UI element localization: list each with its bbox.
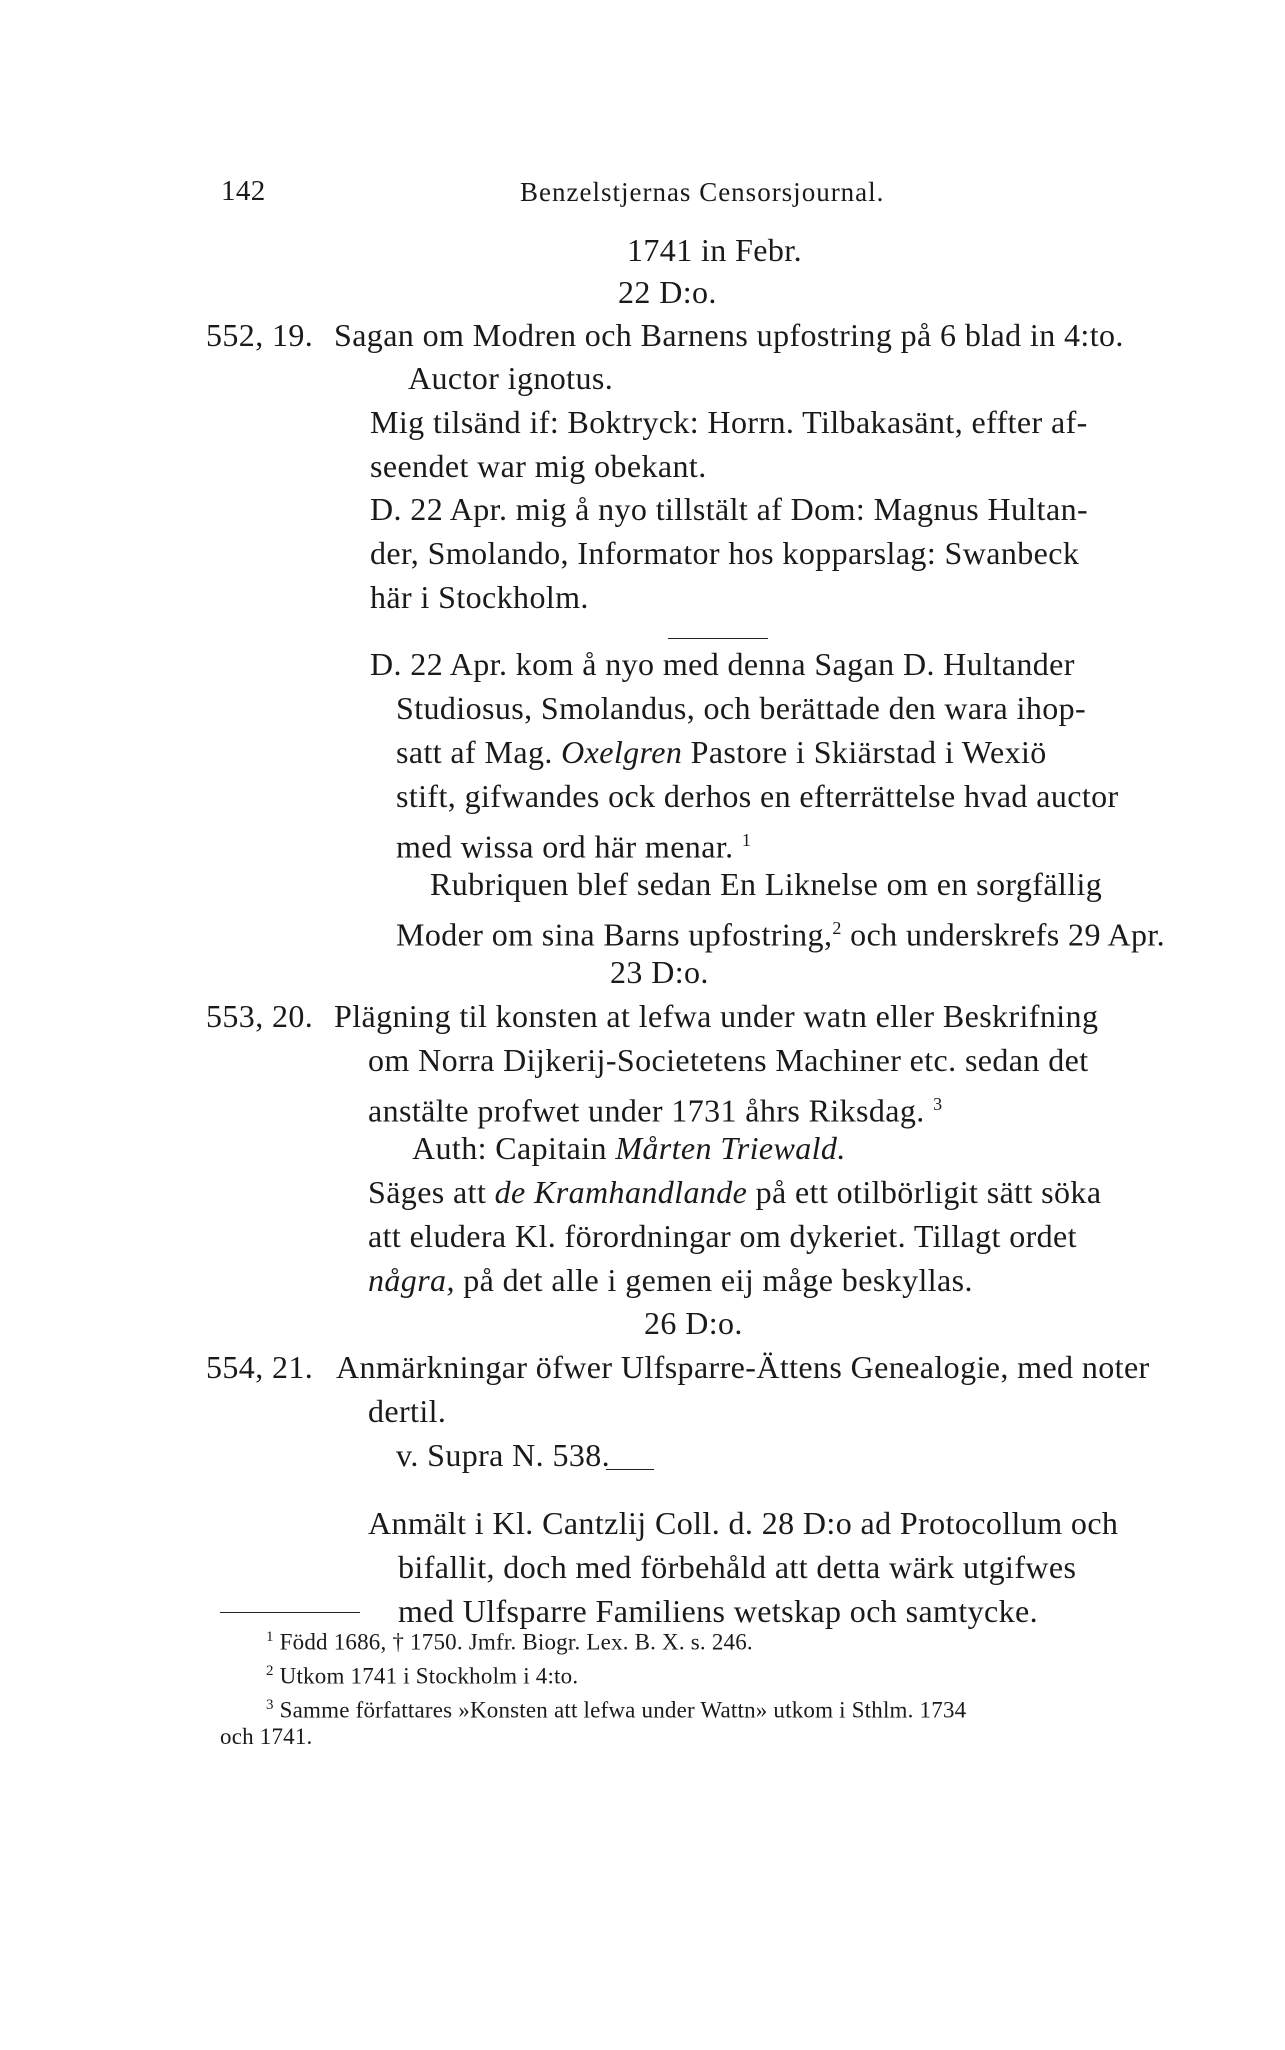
entry-552-line: Sagan om Modren och Barnens upfostring på 6 blad in 4:to. xyxy=(334,317,1124,353)
entry-554-line: dertil. xyxy=(368,1393,447,1429)
entry-552-line: Mig tilsänd if: Boktryck: Horrn. Tilbakasänt, effter af- xyxy=(370,404,1088,440)
footnote-text: Född 1686, † 1750. Jmfr. Biogr. Lex. B. X. s. 246. xyxy=(279,1629,753,1655)
footnote-mark: 1 xyxy=(266,1629,274,1645)
footnote-mark: 2 xyxy=(266,1663,274,1679)
entry-552-line: D. 22 Apr. mig å nyo tillstält af Dom: Magnus Hultan- xyxy=(370,491,1089,527)
entry-number-553: 553, 20. xyxy=(206,998,314,1034)
text-run: med wissa ord här menar. xyxy=(396,828,734,865)
entry-553-line: Plägning til konsten at lefwa under watn eller Beskrifning xyxy=(334,998,1099,1034)
italic-phrase: de Kramhandlande xyxy=(494,1174,748,1210)
footnote-ref: 1 xyxy=(741,830,752,850)
entry-553-line: att eludera Kl. förordningar om dykeriet. Tillagt ordet xyxy=(368,1218,1077,1254)
section-divider xyxy=(668,638,768,639)
section-divider xyxy=(606,1469,654,1470)
footnote xyxy=(266,1656,578,1692)
page-number: 142 xyxy=(221,175,266,207)
entry-554-line: bifallit, doch med förbehåld att detta wärk utgifwes xyxy=(398,1549,1077,1585)
entry-552-line: här i Stockholm. xyxy=(370,579,589,615)
footnote-ref: 2 xyxy=(832,918,842,938)
italic-name: Mårten Triewald. xyxy=(615,1130,846,1166)
footnote-rule xyxy=(220,1612,360,1613)
entry-number: 552, 19. xyxy=(206,317,314,353)
entry-553-line: om Norra Dijkerij-Societetens Machiner etc. sedan det xyxy=(368,1042,1089,1078)
text-run: på det alle i gemen eij måge beskyllas. xyxy=(454,1262,973,1298)
entry-552-line: der, Smolando, Informator hos kopparslag: Swanbeck xyxy=(370,535,1080,571)
date-heading: 22 D:o. xyxy=(618,274,717,310)
entry-553-line xyxy=(368,1172,1101,1212)
footnote-ref: 3 xyxy=(933,1094,943,1114)
entry-553-line xyxy=(368,1084,943,1131)
entry-552-line: Studiosus, Smolandus, och berättade den wara ihop- xyxy=(396,690,1087,726)
entry-553-line xyxy=(412,1128,846,1168)
italic-name: Oxelgren xyxy=(561,734,683,770)
running-title: Benzelstjernas Censorsjournal. xyxy=(520,177,885,207)
italic-word: några, xyxy=(368,1262,455,1298)
footnote-text: Samme författares »Konsten att lefwa under Wattn» utkom i Sthlm. 1734 xyxy=(279,1697,967,1723)
text-run: Moder om sina Barns upfostring, xyxy=(396,916,833,953)
text-run: och underskrefs 29 Apr. xyxy=(841,916,1166,953)
date-heading: 23 D:o. xyxy=(610,954,709,990)
footnote-continuation: och 1741. xyxy=(220,1724,313,1749)
text-run: satt af Mag. xyxy=(396,734,562,770)
footnote xyxy=(266,1690,966,1726)
entry-552-line: Auctor ignotus. xyxy=(408,360,614,396)
entry-number-552 xyxy=(206,315,313,355)
footnote-text: Utkom 1741 i Stockholm i 4:to. xyxy=(279,1663,579,1689)
date-heading: 26 D:o. xyxy=(644,1305,743,1341)
text-run: Pastore i Skiärstad i Wexiö xyxy=(682,734,1047,770)
text-run: på ett otilbörligit sätt söka xyxy=(747,1174,1102,1210)
entry-552-line: seendet war mig obekant. xyxy=(370,448,707,484)
footnote xyxy=(266,1622,753,1658)
text-run: Säges att xyxy=(368,1174,495,1210)
entry-number-554: 554, 21. xyxy=(206,1349,314,1385)
entry-552-line xyxy=(396,820,751,867)
entry-552-line: Rubriquen blef sedan En Liknelse om en sorgfällig xyxy=(430,866,1103,902)
text-run: Auth: Capitain xyxy=(412,1130,616,1166)
date-heading-year: 1741 in Febr. xyxy=(627,232,802,268)
entry-553-line xyxy=(368,1260,973,1300)
entry-554-line: med Ulfsparre Familiens wetskap och samtycke. xyxy=(398,1593,1039,1629)
text-run: anstälte profwet under 1731 åhrs Riksdag. xyxy=(368,1092,925,1129)
footnote-mark: 3 xyxy=(266,1697,274,1713)
entry-552-line: D. 22 Apr. kom å nyo med denna Sagan D. Hultander xyxy=(370,646,1075,682)
entry-552-line xyxy=(396,732,1047,772)
entry-554-line: Anmärkningar öfwer Ulfsparre-Ättens Genealogie, med noter xyxy=(336,1349,1150,1385)
entry-554-line: v. Supra N. 538. xyxy=(396,1437,611,1473)
entry-554-line: Anmält i Kl. Cantzlij Coll. d. 28 D:o ad Protocollum och xyxy=(368,1505,1119,1541)
entry-552-line xyxy=(396,908,1165,955)
entry-552-line: stift, gifwandes ock derhos en efterrättelse hvad auctor xyxy=(396,778,1119,814)
